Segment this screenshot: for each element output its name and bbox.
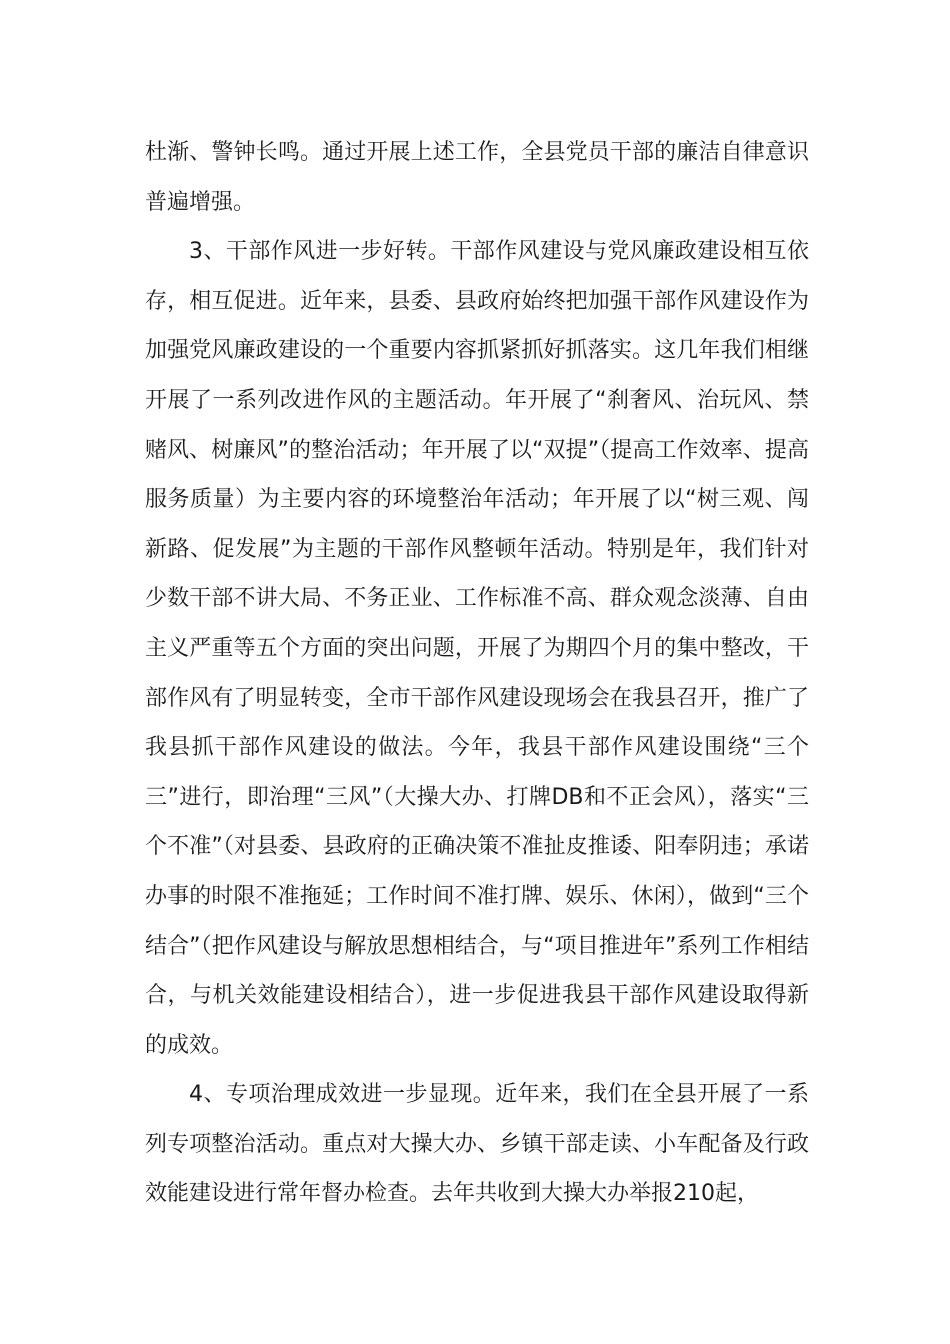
paragraph-item-3: 3、干部作风进一步好转。干部作风建设与党风廉政建设相互依存，相互促进。近年来，县委、县政府始终把加强干部作风建设作为加强党风廉政建设的一个重要内容抓紧抓好抓落实。这几年我们相继开展了一系列改进作风的主题活动。年开展了“刹奢风、治玩风、禁赌风、树廉风”的整治活动；年开展了以“双提”（提高工作效率、提高服务质量）为主要内容的环境整治年活动；年开展了以“树三观、闯新路、促发展”为主题的干部作风整顿年活动。特别是年，我们针对少数干部不讲大局、不务正业、工作标准不高、群众观念淡薄、自由主义严重等五个方面的突出问题，开展了为期四个月的集中整改，干部作风有了明显转变，全市干部作风建设现场会在我县召开，推广了我县抓干部作风建设的做法。今年，我县干部作风建设围绕“三个三”进行，即治理“三风”（大操大办、打牌DB和不正会风），落实“三个不准”（对县委、县政府的正确决策不准扯皮推诿、阳奉阴违；承诺办事的时限不准拖延；工作时间不准打牌、娱乐、休闲），做到“三个结合”（把作风建设与解放思想相结合，与“项目推进年”系列工作相结合，与机关效能建设相结合），进一步促进我县干部作风建设取得新的成效。 <box>145 239 809 1058</box>
paragraph-item-4: 4、专项治理成效进一步显现。近年来，我们在全县开展了一系列专项整治活动。重点对大操大办、乡镇干部走读、小车配备及行政效能建设进行常年督办检查。去年共收到大操大办举报210起， <box>145 1082 809 1207</box>
paragraph-continuation: 杜渐、警钟长鸣。通过开展上述工作，全县党员干部的廉洁自律意识普遍增强。 <box>145 140 809 215</box>
document-body <box>145 128 809 1219</box>
